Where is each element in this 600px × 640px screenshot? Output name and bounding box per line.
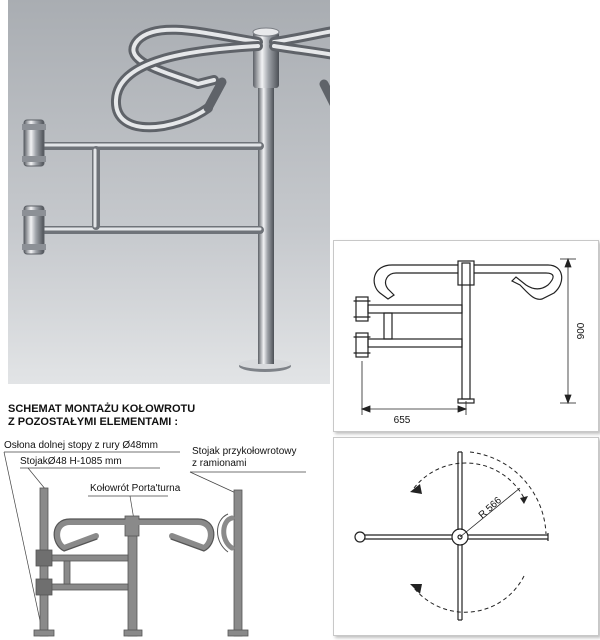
label-post: StojakØ48 H-1085 mm [20,456,122,467]
radius-dimension-label: R 566 [476,495,504,522]
label-foot-cover: Osłona dolnej stopy z rury Ø48mm [4,440,158,451]
width-dimension-label: 655 [393,415,411,426]
top-view-panel [333,437,599,636]
label-turnstile: Kołowrót Porta'turna [90,483,181,494]
installation-schematic-heading [8,403,328,429]
label-stand-line-2: z ramionami [192,458,247,469]
label-stand-line-1: Stojak przykołowrotowy [192,446,297,457]
heading-line-1: SCHEMAT MONTAŻU KOŁOWROTU [8,403,196,415]
turnstile-photo [8,0,330,384]
installation-schematic [0,430,330,638]
height-dimension-label: 900 [576,322,587,340]
heading-line-2: Z POZOSTAŁYMI ELEMENTAMI : [8,416,179,428]
side-view-panel [333,240,599,432]
